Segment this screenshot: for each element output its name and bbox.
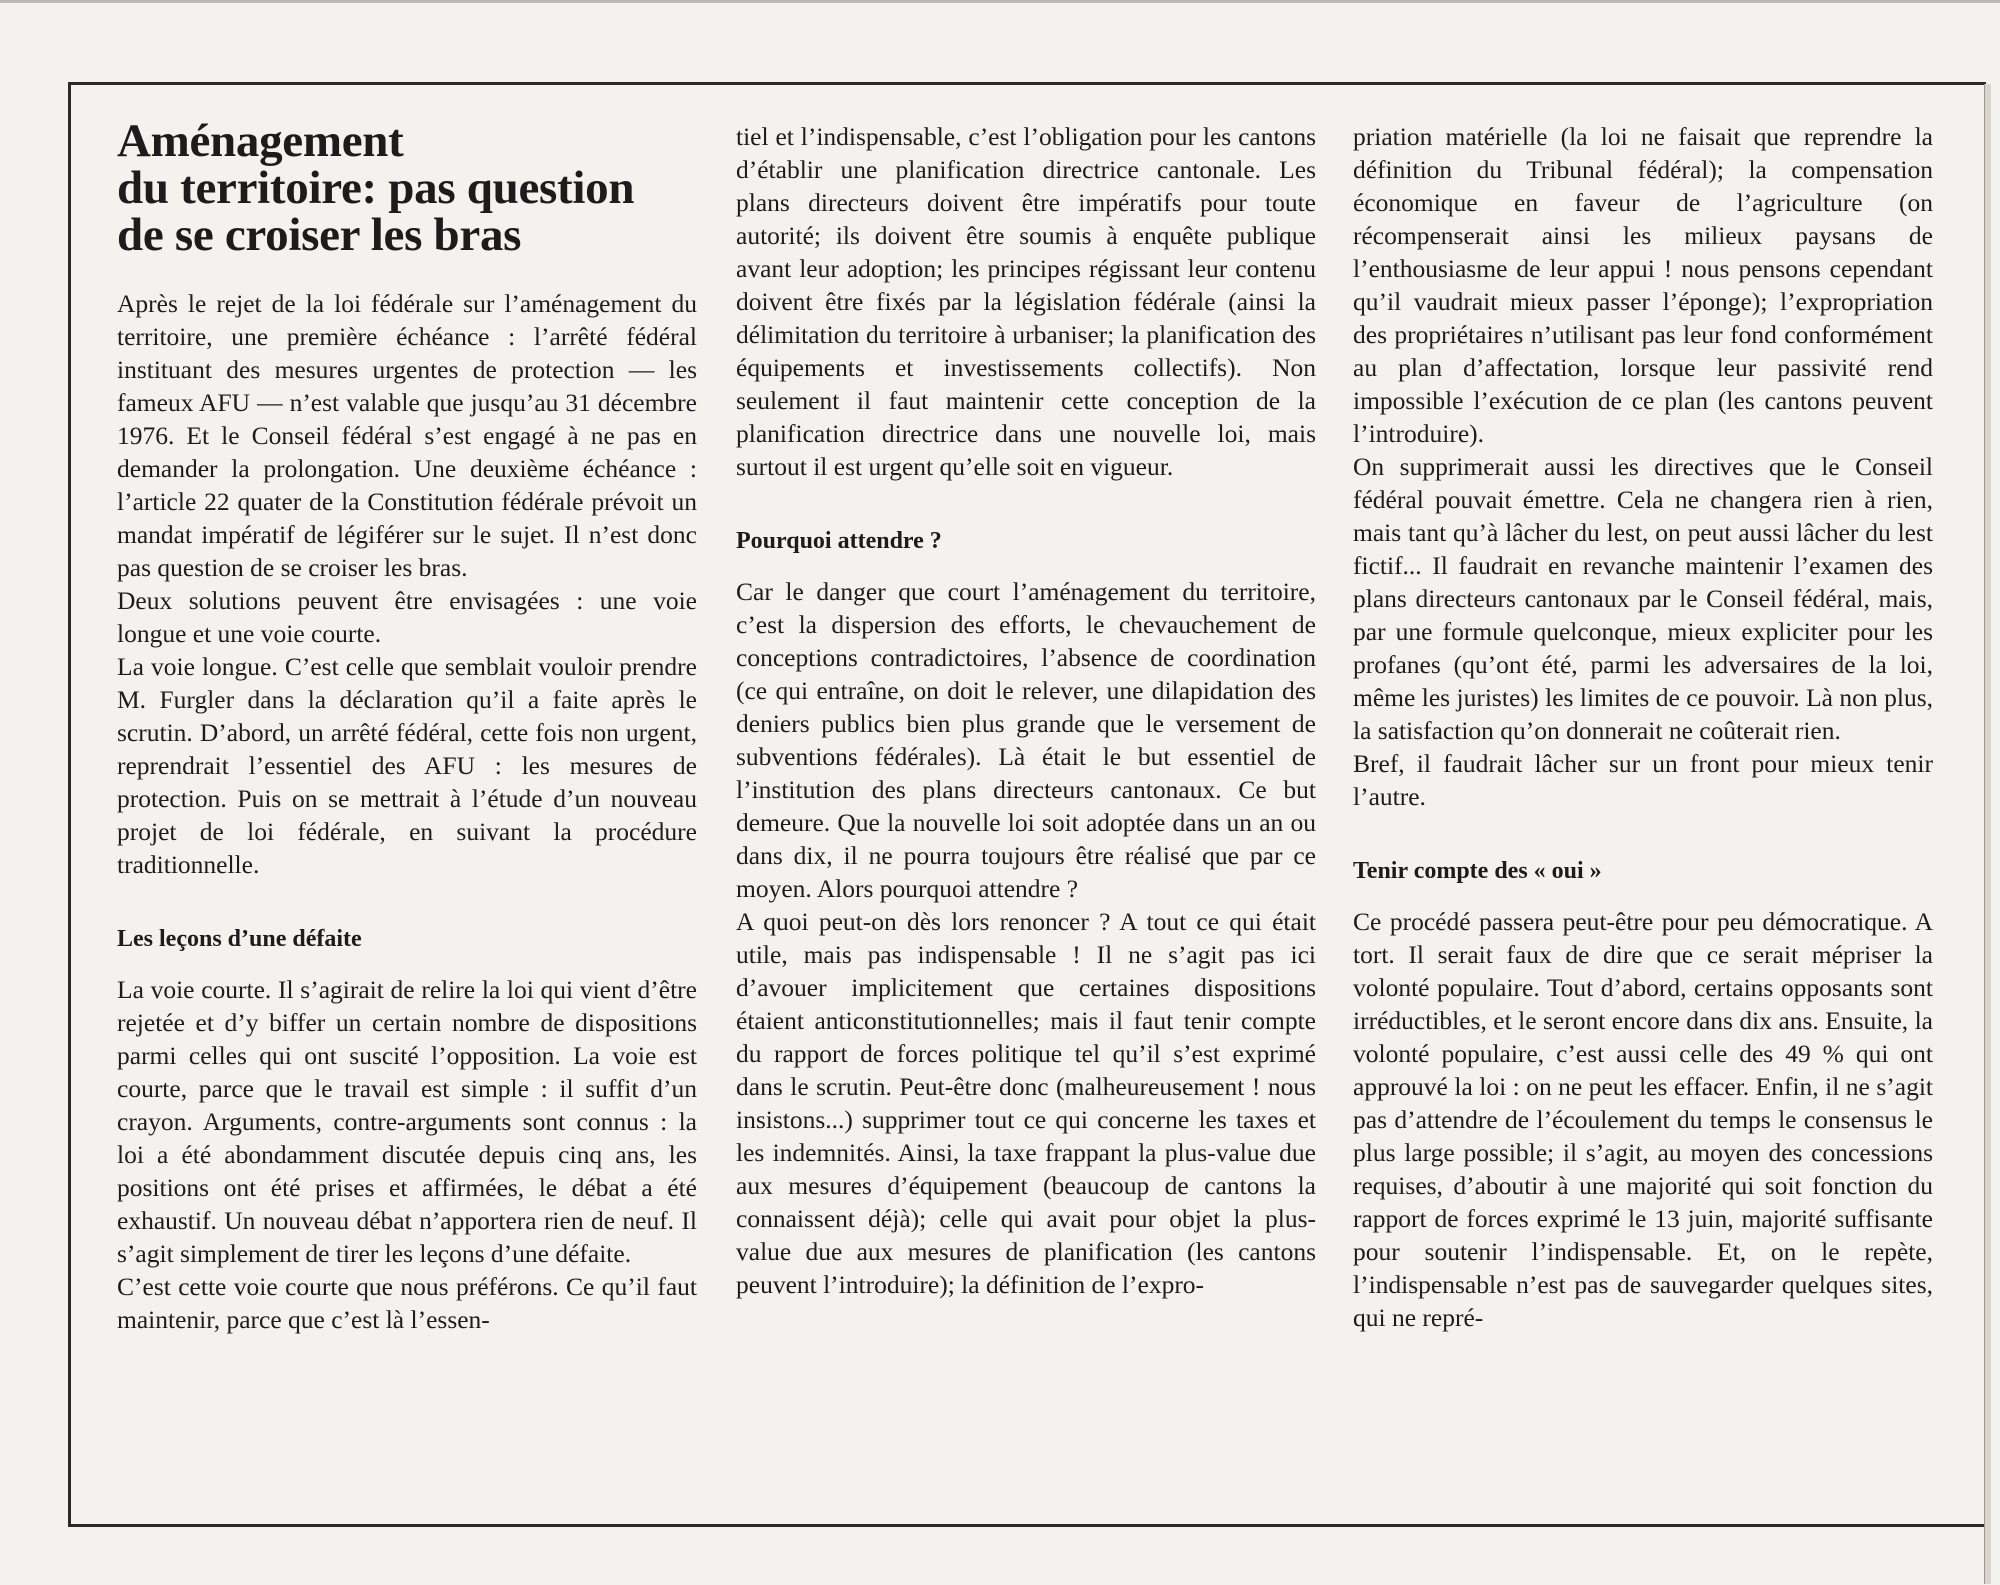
title-line: du territoire: pas question — [117, 162, 635, 214]
column-3 — [1353, 120, 1933, 1334]
title-line: de se croiser les bras — [117, 209, 522, 261]
paragraph: Car le danger que court l’aménagement du territoire, c’est la dispersion des efforts, le chevauchement de conceptions contradictoires, l’absence de coordination (ce qui entraîne, on doit le relever, une dilapidation des deniers publics bien plus grande que le versement de subventions fédérales). Là était le but essentiel de l’institution des plans directeurs cantonaux. Ce but demeure. Que la nouvelle loi soit adoptée dans un an ou dans dix, il ne pourra toujours être réalisé que par ce moyen. Alors pourquoi attendre ? — [736, 577, 1316, 903]
paragraph: tiel et l’indispensable, c’est l’obligation pour les cantons d’établir une planification directrice cantonale. Les plans directeurs doivent être impératifs pour toute autorité; ils doivent être soumis à enquête publique avant leur adoption; les principes régissant leur contenu doivent être fixés par la législation fédérale (ainsi la délimitation du territoire à urbaniser; la planification des équipements et investissements collectifs). Non seulement il faut maintenir cette conception de la planification directrice dans une nouvelle loi, mais surtout il est urgent qu’elle soit en vigueur. — [736, 122, 1316, 481]
section-heading: Pourquoi attendre ? — [736, 528, 942, 554]
article-title — [117, 115, 697, 261]
paragraph: Après le rejet de la loi fédérale sur l’aménagement du territoire, une première échéance : l’arrêté fédéral instituant des mesures urgentes de protection — les fameux AFU — n’est valable que jusqu’au 31 décembre 1976. Et le Conseil fédéral s’est engagé à ne pas en demander la prolongation. Une deuxième échéance : l’article 22 quater de la Constitution fédérale prévoit un mandat impératif de légiférer sur le sujet. Il n’est donc pas question de se croiser les bras. — [117, 289, 697, 582]
section-heading: Tenir compte des « oui » — [1353, 858, 1602, 884]
title-line: Aménagement — [117, 115, 404, 167]
paragraph: La voie longue. C’est celle que semblait vouloir prendre M. Furgler dans la déclaration qu’il a faite après le scrutin. D’abord, un arrêté fédéral, cette fois non urgent, reprendrait l’essentiel des AFU : les mesures de protection. Puis on se mettrait à l’étude d’un nouveau projet de loi fédérale, en suivant la procédure traditionnelle. — [117, 652, 697, 879]
page-edge — [1984, 84, 1991, 1584]
paragraph: Deux solutions peuvent être envisagées : une voie longue et une voie courte. — [117, 586, 697, 648]
paragraph: Ce procédé passera peut-être pour peu démocratique. A tort. Il serait faux de dire que ce serait mépriser la volonté populaire. Tout d’abord, certains opposants sont irréductibles, et le seront encore dans dix ans. Ensuite, la volonté populaire, c’est aussi celle des 49 % qui ont approuvé la loi : on ne peut les effacer. Enfin, il ne s’agit pas d’attendre de l’écoulement du temps le consensus le plus large possible; il s’agit, au moyen des concessions requises, d’aboutir à une majorité qui soit fonction du rapport de forces exprimé le 13 juin, majorité suffisante pour soutenir l’indispensable. Et, on le repète, l’indispensable n’est pas de sauvegarder quelques sites, qui ne repré- — [1353, 907, 1933, 1332]
paragraph: priation matérielle (la loi ne faisait que reprendre la définition du Tribunal fédéral); la compensation économique en faveur de l’agriculture (on récompenserait ainsi les milieux paysans de l’enthousiasme de leur appui ! nous pensons cependant qu’il vaudrait mieux passer l’éponge); l’expropriation des propriétaires n’utilisant pas leur fond conformément au plan d’affectation, lorsque leur passivité rend impossible l’exécution de ce plan (les cantons peuvent l’introduire). — [1353, 122, 1933, 448]
column-1 — [117, 115, 697, 1336]
paragraph: C’est cette voie courte que nous préférons. Ce qu’il faut maintenir, parce que c’est là l’essen- — [117, 1272, 697, 1334]
column-2 — [736, 120, 1316, 1301]
section-heading: Les leçons d’une défaite — [117, 926, 362, 952]
paragraph: A quoi peut-on dès lors renoncer ? A tout ce qui était utile, mais pas indispensable ! Il ne s’agit pas ici d’avouer implicitement que certaines dispositions étaient anticonstitutionnelles; mais il faut tenir compte du rapport de forces politique tel qu’il s’est exprimé dans le scrutin. Peut-être donc (malheureusement ! nous insistons...) supprimer tout ce qui concerne les taxes et les indemnités. Ainsi, la taxe frappant la plus-value due aux mesures d’équipement (beaucoup de cantons la connaissent déjà); celle qui avait pour objet la plus-value due aux mesures de planification (les cantons peuvent l’introduire); la définition de l’expro- — [736, 907, 1316, 1299]
paragraph: Bref, il faudrait lâcher sur un front pour mieux tenir l’autre. — [1353, 749, 1933, 811]
top-rule — [0, 0, 2000, 3]
paragraph: La voie courte. Il s’agirait de relire la loi qui vient d’être rejetée et d’y biffer un certain nombre de dispositions parmi celles qui ont suscité l’opposition. La voie est courte, parce que le travail est simple : il suffit d’un crayon. Arguments, contre-arguments sont connus : la loi a été abondamment discutée depuis cinq ans, les positions ont été prises et affirmées, le débat a été exhaustif. Un nouveau débat n’apportera rien de neuf. Il s’agit simplement de tirer les leçons d’une défaite. — [117, 975, 697, 1268]
paragraph: On supprimerait aussi les directives que le Conseil fédéral pouvait émettre. Cela ne changera rien à rien, mais tant qu’à lâcher du lest, on peut aussi lâcher du lest fictif... Il faudrait en revanche maintenir l’examen des plans directeurs cantonaux par le Conseil fédéral, mais, par une formule quelconque, mieux expliciter pour les profanes (qu’ont été, parmi les adversaires de la loi, même les juristes) les limites de ce pouvoir. Là non plus, la satisfaction qu’on donnerait ne coûterait rien. — [1353, 452, 1933, 745]
